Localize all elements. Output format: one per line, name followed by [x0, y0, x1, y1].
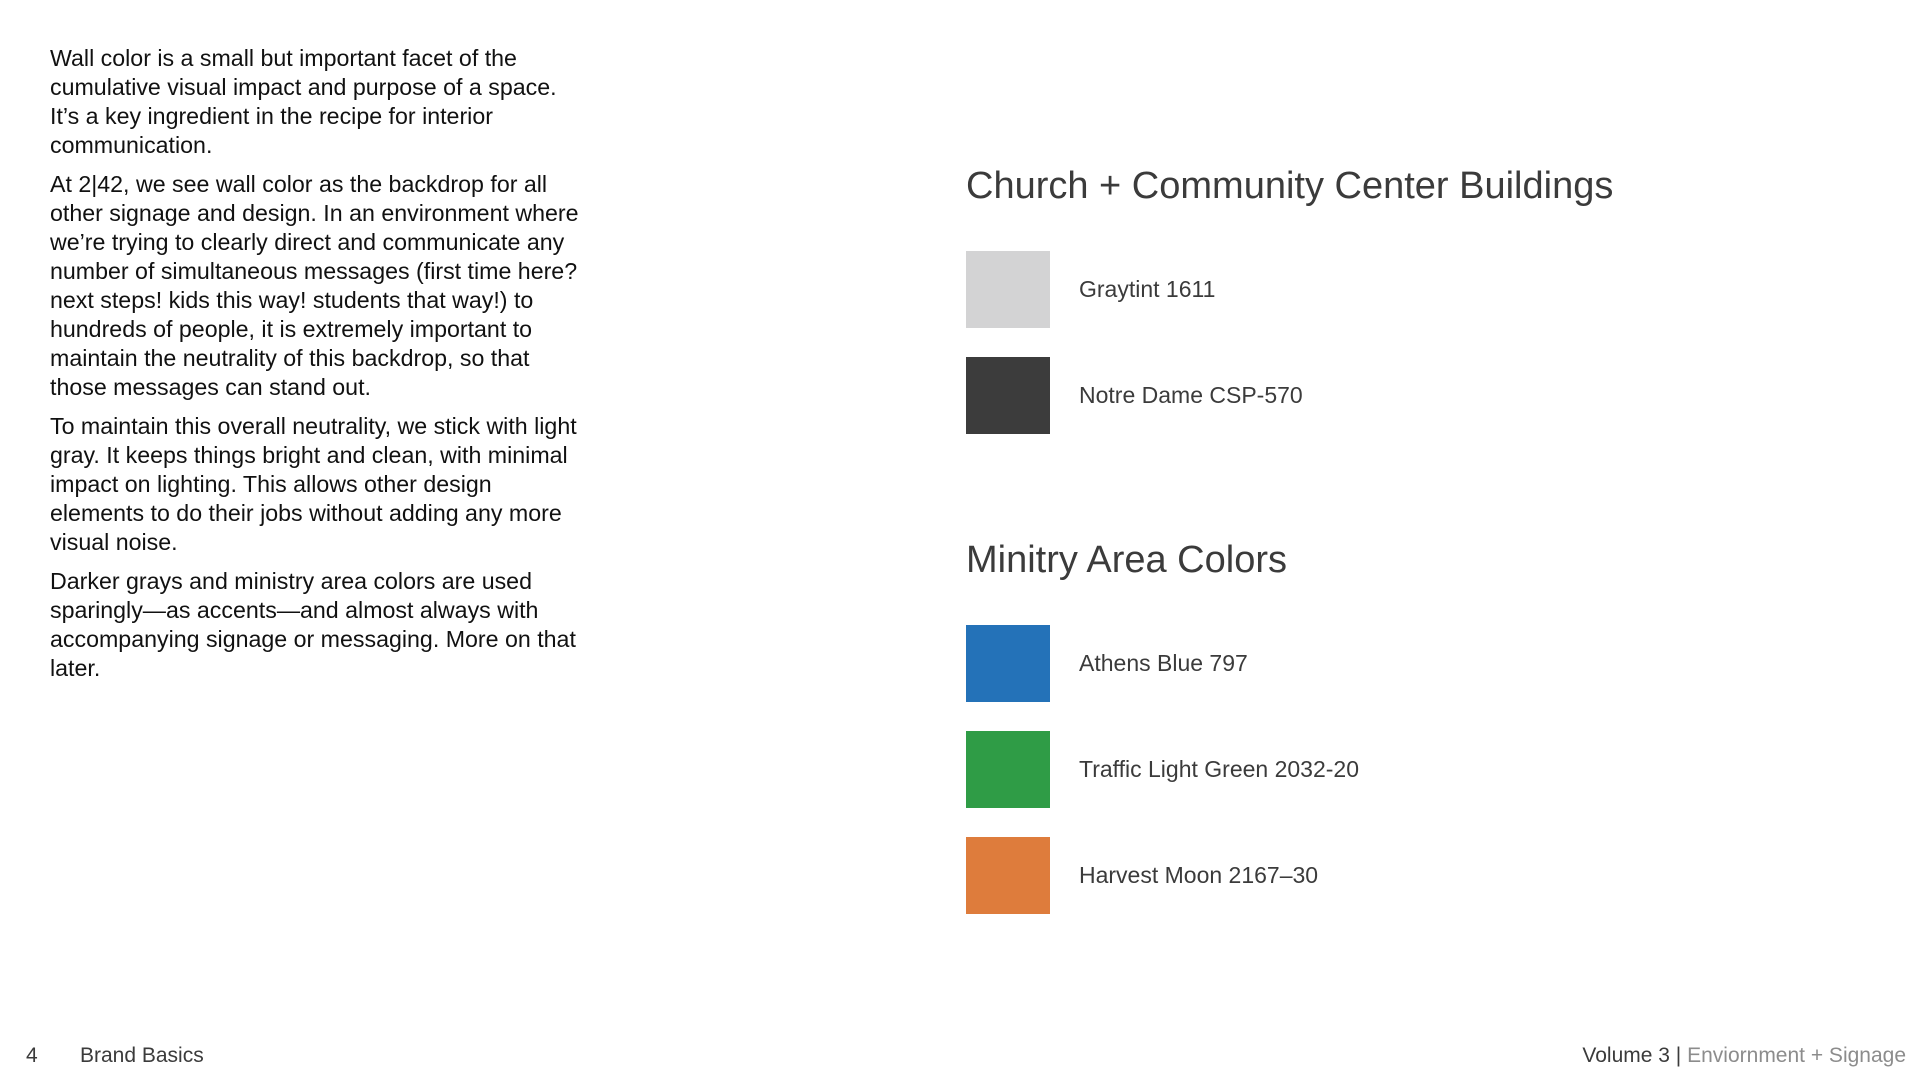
intro-text [50, 44, 580, 693]
footer-separator: | [1675, 1044, 1682, 1067]
color-swatch-harvest-moon [966, 837, 1050, 914]
swatch-row-athens-blue [966, 625, 1846, 702]
color-swatch-graytint [966, 251, 1050, 328]
swatch-row-graytint [966, 251, 1846, 328]
color-swatch-traffic-light-green [966, 731, 1050, 808]
ministry-swatch-list [966, 625, 1846, 914]
footer-volume: Volume 3 [1582, 1044, 1670, 1067]
footer-right [1582, 1044, 1906, 1068]
ministry-section-title: Minitry Area Colors [966, 539, 1287, 581]
intro-paragraph-1: Wall color is a small but important facet of the cumulative visual impact and purpose of a space. It’s a key ingredient in the recipe for interior communication. [50, 45, 557, 158]
footer-section-name: Brand Basics [80, 1044, 204, 1067]
footer-left [26, 1044, 204, 1068]
swatch-row-traffic-light-green [966, 731, 1846, 808]
church-colors-section [966, 162, 1846, 463]
page-number: 4 [26, 1044, 38, 1067]
swatch-label-harvest-moon: Harvest Moon 2167–30 [1079, 862, 1319, 888]
color-swatch-notre-dame [966, 357, 1050, 434]
church-swatch-list [966, 251, 1846, 434]
swatch-label-athens-blue: Athens Blue 797 [1079, 650, 1248, 676]
swatch-row-harvest-moon [966, 837, 1846, 914]
swatch-row-notre-dame [966, 357, 1846, 434]
swatch-label-notre-dame: Notre Dame CSP-570 [1079, 382, 1303, 408]
ministry-colors-section [966, 536, 1846, 943]
intro-paragraph-2: At 2|42, we see wall color as the backdrop for all other signage and design. In an environment where we’re trying to clearly direct and communicate any number of simultaneous messages (first time here? next steps! kids this way! students that way!) to hundreds of people, it is extremely important to maintain the neutrality of this backdrop, so that those messages can stand out. [50, 171, 579, 400]
color-swatch-athens-blue [966, 625, 1050, 702]
church-section-title: Church + Community Center Buildings [966, 165, 1614, 207]
intro-paragraph-4: Darker grays and ministry area colors are used sparingly—as accents—and almost always with accompanying signage or messaging. More on that later. [50, 568, 576, 681]
footer-subtitle: Enviornment + Signage [1687, 1044, 1906, 1067]
swatch-label-graytint: Graytint 1611 [1079, 276, 1216, 302]
intro-paragraph-3: To maintain this overall neutrality, we stick with light gray. It keeps things bright and clean, with minimal impact on lighting. This allows other design elements to do their jobs without adding any more visual noise. [50, 413, 577, 555]
swatch-label-traffic-light-green: Traffic Light Green 2032-20 [1079, 756, 1359, 782]
